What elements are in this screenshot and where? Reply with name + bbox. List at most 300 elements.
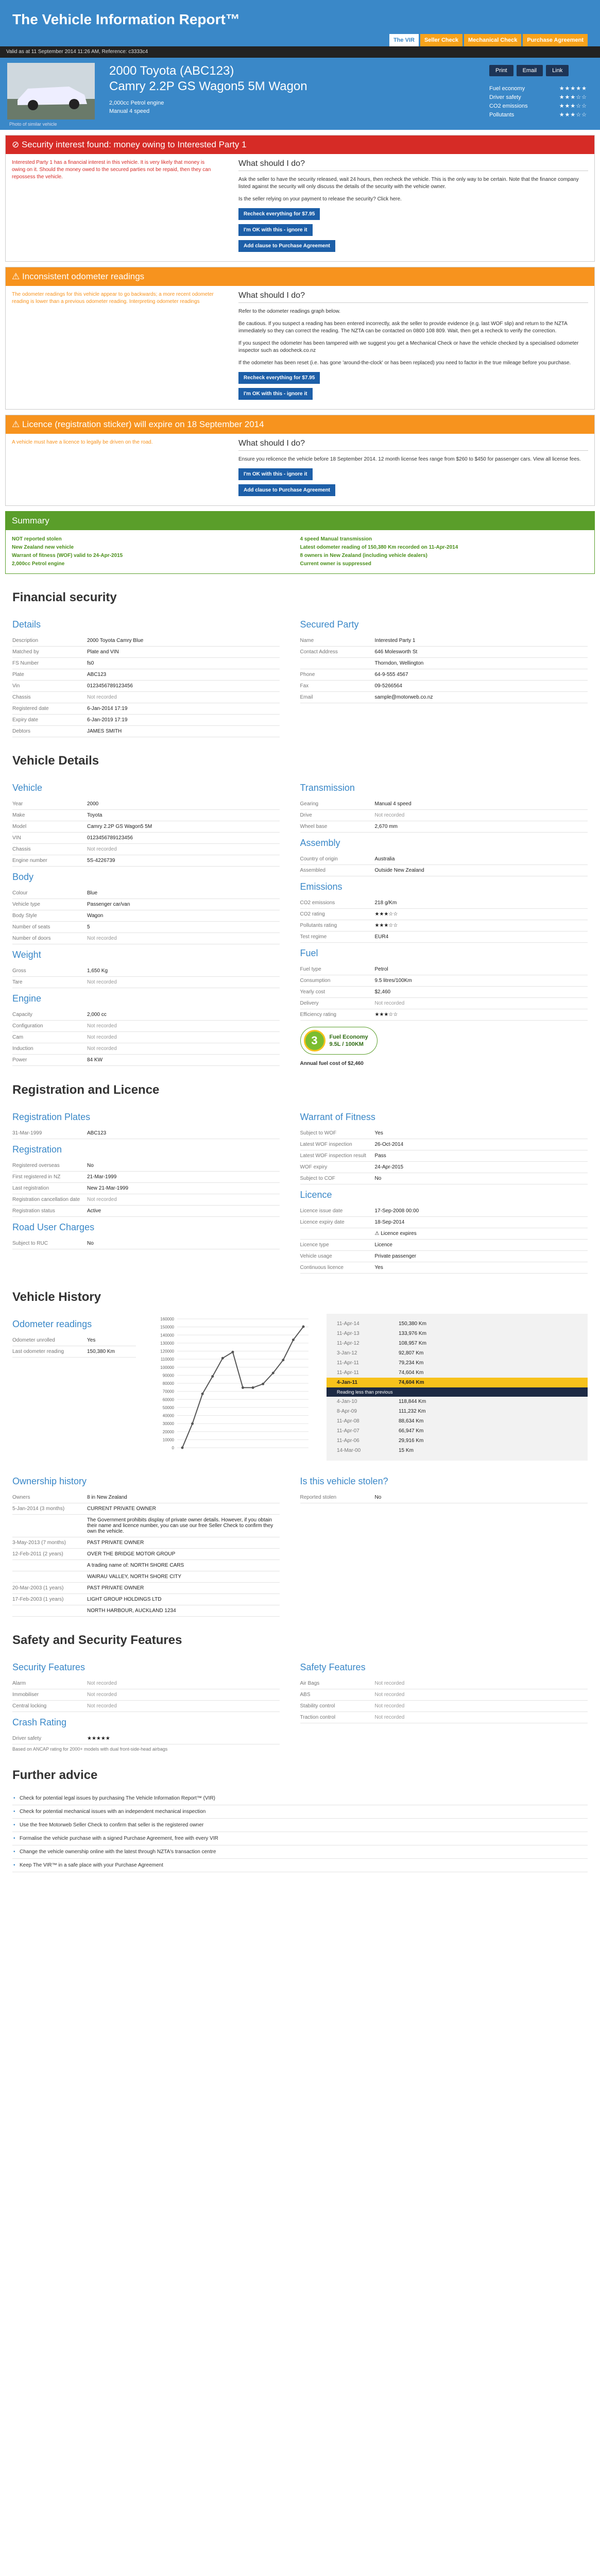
subsection-title: Registration bbox=[12, 1144, 62, 1155]
info-key: Fax bbox=[300, 683, 309, 689]
subsection-title: Body bbox=[12, 872, 34, 882]
info-key: Subject to WOF bbox=[300, 1130, 337, 1136]
info-row bbox=[12, 1009, 280, 1021]
info-value: 24-Apr-2015 bbox=[374, 1164, 404, 1170]
info-value: OVER THE BRIDGE MOTOR GROUP bbox=[87, 1551, 176, 1557]
info-value: Active bbox=[87, 1208, 101, 1214]
info-value: Outside New Zealand bbox=[374, 868, 424, 873]
info-row bbox=[12, 821, 280, 833]
info-row bbox=[300, 1009, 588, 1021]
info-row bbox=[300, 1689, 588, 1701]
reading-value: 92,807 Km bbox=[399, 1350, 424, 1356]
info-value: Manual 4 speed bbox=[374, 801, 412, 807]
odometer-point bbox=[292, 1338, 295, 1341]
info-row bbox=[300, 1228, 588, 1240]
email-button[interactable]: Email bbox=[517, 65, 543, 76]
alert-title-text: Inconsistent odometer readings bbox=[22, 272, 145, 281]
info-key: Tare bbox=[12, 979, 23, 985]
info-key: Pollutants rating bbox=[300, 923, 337, 928]
valid-bar: Valid as at 11 September 2014 11:26 AM, Reference: c3333c4 bbox=[0, 46, 600, 58]
info-value: Not recorded bbox=[87, 694, 117, 700]
info-key: Chassis bbox=[12, 694, 31, 700]
info-key: Country of origin bbox=[300, 856, 338, 862]
info-value: 2000 bbox=[87, 801, 99, 807]
subsection-title: Warrant of Fitness bbox=[300, 1112, 375, 1122]
info-row bbox=[12, 669, 280, 681]
reading-note: Reading less than previous bbox=[327, 1387, 588, 1397]
rating-label: Pollutants bbox=[489, 112, 515, 118]
rating-label: Fuel economy bbox=[489, 86, 525, 92]
report-title: The Vehicle Information Report™ bbox=[12, 11, 240, 27]
info-row bbox=[300, 1701, 588, 1712]
crash-note: Based on ANCAP rating for 2000+ models with dual front-side-head airbags bbox=[12, 1747, 168, 1752]
info-key: Last odometer reading bbox=[12, 1349, 64, 1354]
odometer-reading-row bbox=[327, 1436, 588, 1446]
info-value: Private passenger bbox=[374, 1253, 417, 1259]
info-row bbox=[12, 1594, 280, 1605]
info-value: ABC123 bbox=[87, 672, 107, 677]
info-value: Not recorded bbox=[87, 1046, 117, 1052]
info-row bbox=[12, 1503, 280, 1515]
info-value: Pass bbox=[374, 1153, 386, 1159]
info-row bbox=[12, 1206, 280, 1217]
info-key: Assembled bbox=[300, 868, 325, 873]
advice-item: • Check for potential legal issues by purchasing The Vehicle Information Report™ (VIR) bbox=[12, 1792, 588, 1805]
summary-item: 2,000cc Petrol engine bbox=[12, 561, 65, 567]
info-value: Thorndon, Wellington bbox=[374, 660, 424, 666]
summary-item: New Zealand new vehicle bbox=[12, 545, 74, 550]
info-row bbox=[12, 833, 280, 844]
info-key: Yearly cost bbox=[300, 989, 325, 995]
info-row bbox=[12, 1583, 280, 1594]
subsection-title: Weight bbox=[12, 950, 41, 960]
info-value: New 21-Mar-1999 bbox=[87, 1185, 129, 1191]
rating-row bbox=[489, 111, 587, 120]
y-tick-label: 50000 bbox=[162, 1405, 174, 1410]
info-value: Toyota bbox=[87, 812, 102, 818]
info-row bbox=[300, 1262, 588, 1274]
reading-date: 11-Apr-13 bbox=[337, 1331, 359, 1336]
info-key: 17-Feb-2003 (1 years) bbox=[12, 1597, 64, 1602]
subsection-title: Odometer readings bbox=[12, 1319, 92, 1329]
car-model: Camry 2.2P GS Wagon5 5M Wagon bbox=[109, 79, 307, 93]
info-value: Not recorded bbox=[374, 1692, 405, 1698]
y-tick-label: 160000 bbox=[160, 1317, 174, 1321]
what-should-i-do: What should I do? bbox=[238, 291, 588, 303]
info-key bbox=[12, 1608, 87, 1614]
subsection-title: Licence bbox=[300, 1190, 332, 1200]
odometer-point bbox=[181, 1446, 184, 1449]
info-row bbox=[12, 1172, 280, 1183]
licence-alert bbox=[5, 415, 595, 506]
info-value: Not recorded bbox=[374, 1703, 405, 1709]
odometer-point bbox=[242, 1386, 244, 1389]
tab-seller-check[interactable]: Seller Check bbox=[420, 34, 462, 46]
info-row bbox=[300, 692, 588, 703]
info-row bbox=[12, 658, 280, 669]
info-key: Plate bbox=[12, 672, 24, 677]
reading-date: 4-Jan-11 bbox=[337, 1380, 358, 1385]
info-row bbox=[300, 998, 588, 1009]
info-row bbox=[12, 681, 280, 692]
tab-vir[interactable]: The VIR bbox=[389, 34, 419, 46]
reading-value: 150,380 Km bbox=[399, 1321, 426, 1327]
odometer-point bbox=[201, 1393, 204, 1395]
info-value: No bbox=[374, 1495, 382, 1500]
info-row bbox=[12, 922, 280, 933]
tab-purchase-agreement[interactable]: Purchase Agreement bbox=[523, 34, 588, 46]
info-value: CURRENT PRIVATE OWNER bbox=[87, 1506, 156, 1512]
y-tick-label: 150000 bbox=[160, 1325, 174, 1330]
info-row bbox=[12, 977, 280, 988]
info-row bbox=[12, 692, 280, 703]
info-value: 646 Molesworth St bbox=[374, 649, 418, 655]
link-button[interactable]: Link bbox=[546, 65, 569, 76]
info-key: 5-Jan-2014 (3 months) bbox=[12, 1506, 65, 1512]
summary-item: 8 owners in New Zealand (including vehicle dealers) bbox=[300, 553, 427, 558]
info-row bbox=[12, 855, 280, 867]
rating-label: CO2 emissions bbox=[489, 103, 528, 109]
advice-text: Is the seller relying on your payment to release the security? Click here. bbox=[238, 196, 402, 202]
info-value: 26-Oct-2014 bbox=[374, 1142, 404, 1147]
info-value: No bbox=[87, 1163, 94, 1168]
info-key: Consumption bbox=[300, 978, 331, 984]
y-tick-label: 120000 bbox=[160, 1349, 174, 1354]
info-key bbox=[300, 1231, 375, 1236]
alert-title bbox=[6, 135, 594, 154]
info-row bbox=[300, 975, 588, 987]
info-row bbox=[12, 726, 280, 737]
info-row bbox=[300, 1173, 588, 1184]
info-key: Owners bbox=[12, 1495, 30, 1500]
subsection-title: Emissions bbox=[300, 882, 342, 892]
info-row bbox=[12, 933, 280, 944]
y-tick-label: 20000 bbox=[162, 1429, 174, 1434]
ignore-button[interactable]: I'm OK with this - ignore it bbox=[238, 388, 313, 400]
summary-item: 4 speed Manual transmission bbox=[300, 536, 372, 542]
info-value: A trading name of: NORTH SHORE CARS bbox=[87, 1563, 184, 1568]
info-value: Camry 2.2P GS Wagon5 5M bbox=[87, 824, 152, 829]
odometer-point bbox=[262, 1383, 264, 1385]
advice-item: • Check for potential mechanical issues with an independent mechanical inspection bbox=[12, 1805, 588, 1819]
info-value: 84 KW bbox=[87, 1057, 103, 1063]
advice-text: Refer to the odometer readings graph below. bbox=[238, 309, 340, 314]
info-row bbox=[12, 1335, 136, 1346]
car-specs bbox=[109, 99, 164, 115]
info-key: Debtors bbox=[12, 728, 31, 734]
info-row bbox=[12, 1032, 280, 1043]
info-value: 17-Sep-2008 00:00 bbox=[374, 1208, 419, 1214]
info-row bbox=[12, 1128, 280, 1139]
info-key: Last registration bbox=[12, 1185, 49, 1191]
odometer-warning-row bbox=[327, 1378, 588, 1387]
secured-party bbox=[300, 614, 588, 737]
top-tabs bbox=[389, 34, 588, 46]
info-value: No bbox=[87, 1241, 94, 1246]
odometer-info bbox=[12, 1314, 146, 1461]
reading-date: 11-Apr-11 bbox=[337, 1360, 359, 1366]
info-key: Drive bbox=[300, 812, 312, 818]
subsection-title: Engine bbox=[12, 993, 42, 1004]
info-value: 1,650 Kg bbox=[87, 968, 108, 974]
subsection-title: Security Features bbox=[12, 1662, 85, 1672]
info-key bbox=[300, 660, 375, 666]
financial-details bbox=[12, 614, 300, 737]
summary-right bbox=[300, 535, 589, 568]
info-key: Year bbox=[12, 801, 23, 807]
y-tick-label: 60000 bbox=[162, 1397, 174, 1402]
subsection-title: Registration Plates bbox=[12, 1112, 91, 1122]
info-row bbox=[12, 965, 280, 977]
info-key: Model bbox=[12, 824, 27, 829]
info-value: Not recorded bbox=[87, 1035, 117, 1040]
info-value: 2,000 cc bbox=[87, 1012, 107, 1018]
subsection-title: Crash Rating bbox=[12, 1717, 67, 1727]
info-key: Number of doors bbox=[12, 936, 51, 941]
info-value: 18-Sep-2014 bbox=[374, 1219, 405, 1225]
what-should-i-do: What should I do? bbox=[238, 439, 588, 451]
info-key: Vehicle usage bbox=[300, 1253, 332, 1259]
info-key: Email bbox=[300, 694, 313, 700]
info-row bbox=[300, 635, 588, 647]
advice-text: Ensure you relicence the vehicle before 18 September 2014. 12 month license fees range from $260 to $450 for passenger cars. View all license fees. bbox=[238, 456, 581, 462]
info-key: Subject to COF bbox=[300, 1176, 335, 1181]
info-key: Immobiliser bbox=[12, 1692, 39, 1698]
info-value: Yes bbox=[374, 1130, 383, 1136]
car-trans: Manual 4 speed bbox=[109, 108, 150, 114]
info-value: 5S-4226739 bbox=[87, 858, 115, 863]
reading-value: 79,234 Km bbox=[399, 1360, 424, 1366]
info-key: Capacity bbox=[12, 1012, 32, 1018]
info-row bbox=[12, 1605, 280, 1617]
recheck-button[interactable]: Recheck everything for $7.95 bbox=[238, 208, 320, 220]
info-row bbox=[12, 1733, 280, 1744]
car-engine: 2,000cc Petrol engine bbox=[109, 100, 164, 106]
info-value: 21-Mar-1999 bbox=[87, 1174, 117, 1180]
reading-date: 11-Apr-12 bbox=[337, 1341, 359, 1346]
info-value: LIGHT GROUP HOLDINGS LTD bbox=[87, 1597, 162, 1602]
security-alert bbox=[5, 135, 595, 262]
info-row bbox=[12, 910, 280, 922]
what-should-i-do: What should I do? bbox=[238, 159, 588, 171]
info-key: Gross bbox=[12, 968, 26, 974]
advice-text: If you suspect the odometer has been tampered with we suggest you get a Mechanical Check or have the vehicle checked by a specialised odometer inspector such as odocheck.co.nz bbox=[238, 341, 579, 353]
info-key: CO2 rating bbox=[300, 911, 325, 917]
info-row bbox=[12, 810, 280, 821]
reading-date: 11-Apr-06 bbox=[337, 1438, 359, 1444]
warning-icon: ⚠ bbox=[12, 419, 22, 429]
info-value: Not recorded bbox=[87, 1681, 117, 1686]
info-value: The Government prohibits display of private owner details. However, if you obtain their name and licence number, you can use our free Seller Check to confirm they own the vehicle. bbox=[87, 1517, 273, 1534]
odometer-point bbox=[302, 1326, 305, 1328]
advice-list bbox=[0, 1792, 600, 1872]
info-key bbox=[12, 1517, 87, 1534]
subsection-title: Is this vehicle stolen? bbox=[300, 1476, 388, 1486]
rating-row bbox=[489, 84, 587, 93]
summary-box bbox=[5, 511, 595, 574]
info-value: Not recorded bbox=[87, 1197, 117, 1202]
info-value: ⚠ Licence expires bbox=[374, 1231, 417, 1236]
alert-title-text: Security interest found: money owing to Interested Party 1 bbox=[21, 140, 247, 149]
info-row bbox=[12, 1689, 280, 1701]
info-key: Licence expiry date bbox=[300, 1219, 345, 1225]
info-key: Alarm bbox=[12, 1681, 26, 1686]
info-key: WOF expiry bbox=[300, 1164, 328, 1170]
y-tick-label: 140000 bbox=[160, 1333, 174, 1338]
action-buttons bbox=[489, 65, 569, 76]
alert-description bbox=[12, 159, 228, 256]
info-value: ★★★★★ bbox=[87, 1736, 110, 1741]
info-row bbox=[300, 865, 588, 876]
info-key: Vehicle type bbox=[12, 902, 40, 907]
reading-value: 111,232 Km bbox=[399, 1409, 426, 1414]
stolen-check bbox=[300, 1471, 588, 1617]
info-value: Licence bbox=[374, 1242, 392, 1248]
info-key: Number of seats bbox=[12, 924, 50, 930]
section-title-history: Vehicle History bbox=[12, 1290, 101, 1304]
report-header bbox=[0, 0, 600, 46]
info-value: ★★★☆☆ bbox=[374, 911, 398, 917]
summary-item: NOT reported stolen bbox=[12, 536, 62, 542]
info-row bbox=[300, 1206, 588, 1217]
info-key: Vin bbox=[12, 683, 20, 689]
advice-item: • Keep The VIR™ in a safe place with your Purchase Agreement bbox=[12, 1859, 588, 1872]
odometer-reading-row bbox=[327, 1406, 588, 1416]
party-name: Interested Party 1 bbox=[12, 160, 53, 165]
summary-title: Summary bbox=[6, 512, 594, 530]
odometer-point bbox=[282, 1359, 284, 1361]
info-key: Licence type bbox=[300, 1242, 329, 1248]
recheck-button[interactable]: Recheck everything for $7.95 bbox=[238, 372, 320, 384]
reading-value: 74,604 Km bbox=[399, 1370, 424, 1376]
add-clause-button[interactable]: Add clause to Purchase Agreement bbox=[238, 484, 335, 496]
alert-title bbox=[6, 415, 594, 434]
info-value: ★★★☆☆ bbox=[374, 1012, 398, 1018]
info-key: Air Bags bbox=[300, 1681, 320, 1686]
info-value: $2,460 bbox=[374, 989, 391, 995]
info-row bbox=[12, 1678, 280, 1689]
info-value: NORTH HARBOUR, AUCKLAND 1234 bbox=[87, 1608, 176, 1614]
advice-text: If the odometer has been reset (i.e. has gone 'around-the-clock' or has been replaced) you need to factor in the true mileage before you purchase. bbox=[238, 360, 571, 366]
info-key: Colour bbox=[12, 890, 28, 896]
info-key: Configuration bbox=[12, 1023, 43, 1029]
info-value: Not recorded bbox=[87, 846, 117, 852]
odometer-point bbox=[221, 1357, 224, 1360]
info-value: 64-9-555 4567 bbox=[374, 672, 408, 677]
info-row bbox=[12, 899, 280, 910]
rating-label: Driver safety bbox=[489, 94, 521, 100]
advice-item: • Change the vehicle ownership online with the latest through NZTA's transaction centre bbox=[12, 1845, 588, 1859]
info-row bbox=[12, 844, 280, 855]
odometer-readings-list bbox=[327, 1314, 588, 1461]
rating-stars: ★★★☆☆ bbox=[559, 94, 587, 100]
alert-description: A vehicle must have a licence to legally be driven on the road. bbox=[12, 439, 153, 445]
reading-date: 8-Apr-09 bbox=[337, 1409, 357, 1414]
info-row bbox=[12, 1701, 280, 1712]
info-key: Make bbox=[12, 812, 25, 818]
info-key: Odometer unrolled bbox=[12, 1337, 55, 1343]
info-value: Passenger car/van bbox=[87, 902, 130, 907]
section-title-financial: Financial security bbox=[12, 590, 117, 604]
info-key: Cam bbox=[12, 1035, 24, 1040]
info-key: Registered overseas bbox=[12, 1163, 60, 1168]
info-key: ABS bbox=[300, 1692, 311, 1698]
security-features bbox=[12, 1657, 300, 1752]
info-row bbox=[12, 1238, 280, 1249]
section-title-safety: Safety and Security Features bbox=[12, 1633, 182, 1647]
info-key: Name bbox=[300, 638, 314, 643]
advice-text: Ask the seller to have the security released, wait 24 hours, then recheck the vehicle. This is the only way to be certain. Note that the finance company listed against the security will only discuss the details of the security with the vehicle owner. bbox=[238, 177, 579, 190]
vehicle-left bbox=[12, 777, 300, 1066]
ignore-button[interactable]: I'm OK with this - ignore it bbox=[238, 468, 313, 480]
odometer-point bbox=[272, 1371, 275, 1374]
info-row bbox=[300, 909, 588, 920]
tab-mechanical-check[interactable]: Mechanical Check bbox=[464, 34, 521, 46]
info-key: VIN bbox=[12, 835, 21, 841]
subsection-title: Secured Party bbox=[300, 619, 359, 630]
info-value: 0123456789123456 bbox=[87, 835, 133, 841]
y-tick-label: 90000 bbox=[162, 1373, 174, 1378]
info-value: 0123456789123456 bbox=[87, 683, 133, 689]
odometer-point bbox=[211, 1375, 214, 1378]
print-button[interactable]: Print bbox=[489, 65, 513, 76]
info-value: Not recorded bbox=[374, 812, 405, 818]
info-row bbox=[300, 897, 588, 909]
subsection-title: Details bbox=[12, 619, 41, 630]
fuel-economy-badge bbox=[300, 1027, 378, 1055]
info-row bbox=[300, 1150, 588, 1162]
info-key: Licence issue date bbox=[300, 1208, 343, 1214]
odometer-alert bbox=[5, 267, 595, 410]
info-value: Not recorded bbox=[374, 1681, 405, 1686]
info-value: Interested Party 1 bbox=[374, 638, 416, 643]
info-value: PAST PRIVATE OWNER bbox=[87, 1585, 144, 1591]
info-row bbox=[12, 1560, 280, 1571]
subsection-title: Road User Charges bbox=[12, 1222, 95, 1232]
annual-fuel-cost: Annual fuel cost of $2,460 bbox=[300, 1061, 364, 1066]
info-row bbox=[300, 669, 588, 681]
alert-text: has a financial interest in this vehicle. It is very likely that money is owing on it. Should the money owed to the secured parties not be repaid, then they can repossess the vehicle. bbox=[12, 160, 211, 180]
add-clause-button[interactable]: Add clause to Purchase Agreement bbox=[238, 240, 335, 252]
info-value: Not recorded bbox=[87, 1023, 117, 1029]
info-value: Petrol bbox=[374, 967, 388, 972]
ownership-history bbox=[12, 1471, 300, 1617]
info-key: Latest WOF inspection bbox=[300, 1142, 352, 1147]
car-title: 2000 Toyota (ABC123) bbox=[109, 64, 234, 78]
advice-item: • Formalise the vehicle purchase with a signed Purchase Agreement, free with every VIR bbox=[12, 1832, 588, 1845]
info-value: 2,670 mm bbox=[374, 824, 398, 829]
subsection-title: Vehicle bbox=[12, 783, 43, 793]
info-key: Gearing bbox=[300, 801, 319, 807]
reading-date: 11-Apr-08 bbox=[337, 1418, 359, 1424]
odometer-reading-row bbox=[327, 1329, 588, 1338]
odometer-chart bbox=[146, 1314, 316, 1458]
info-row bbox=[300, 920, 588, 931]
info-value: 6-Jan-2014 17:19 bbox=[87, 706, 128, 711]
info-row bbox=[12, 1346, 136, 1358]
info-key: Expiry date bbox=[12, 717, 39, 723]
info-value: Not recorded bbox=[87, 979, 117, 985]
registration-left bbox=[12, 1107, 300, 1274]
odometer-point bbox=[191, 1422, 194, 1425]
ignore-button[interactable]: I'm OK with this - ignore it bbox=[238, 224, 313, 236]
info-row bbox=[300, 1240, 588, 1251]
info-value: 5 bbox=[87, 924, 90, 930]
reading-value: 133,976 Km bbox=[399, 1331, 426, 1336]
info-key: Central locking bbox=[12, 1703, 47, 1709]
summary-item: Latest odometer reading of 150,380 Km recorded on 11-Apr-2014 bbox=[300, 545, 458, 550]
vehicle-right bbox=[300, 777, 588, 1066]
